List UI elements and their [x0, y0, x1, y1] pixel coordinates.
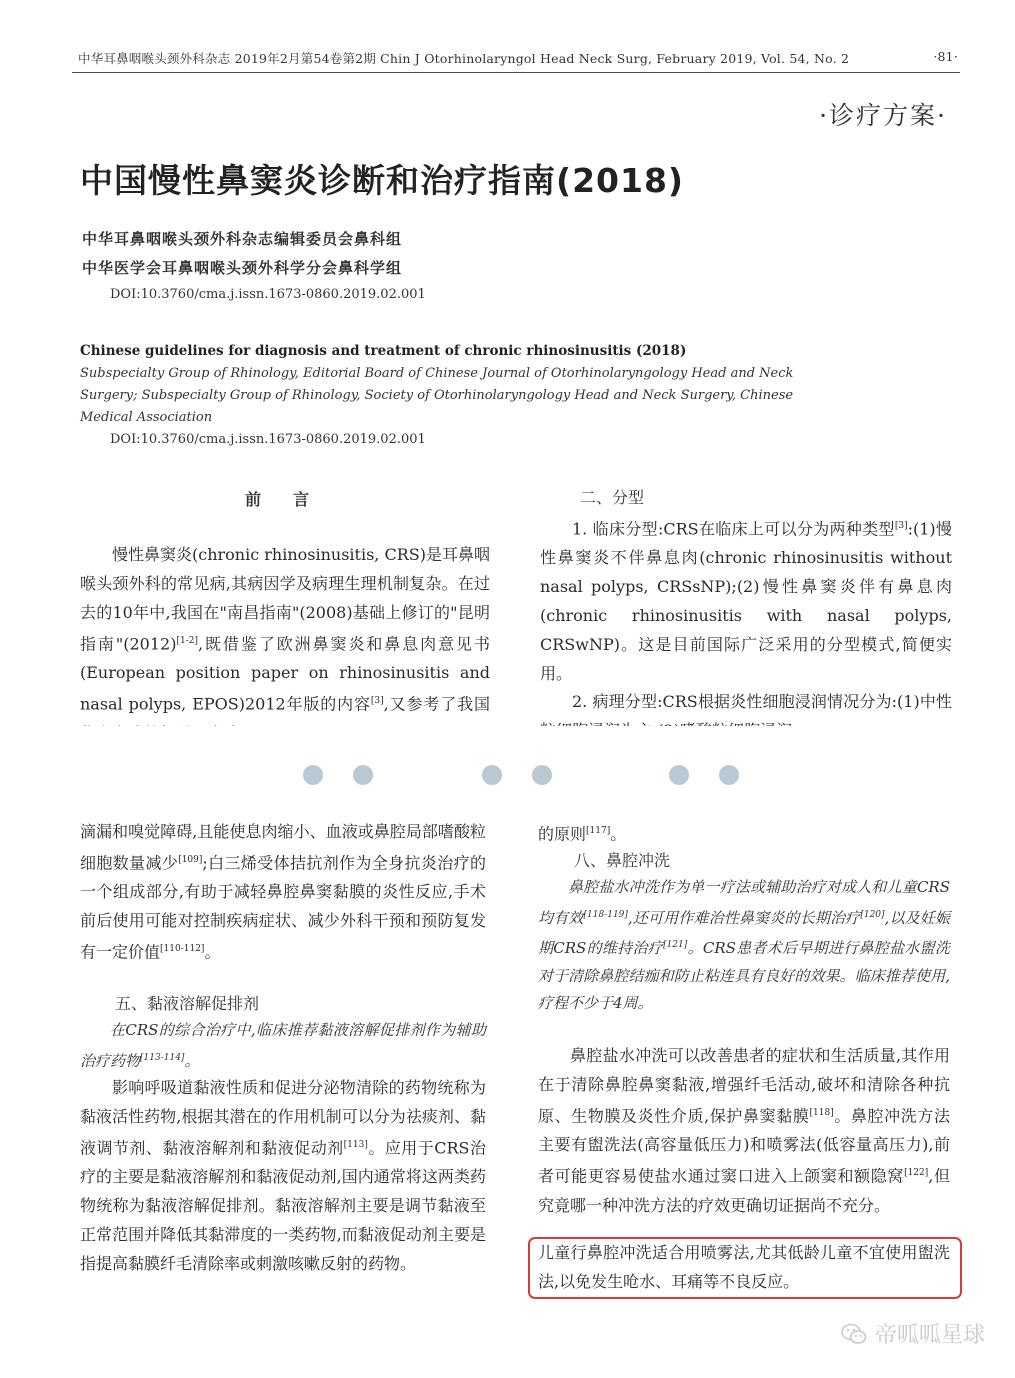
- classification-clinical: 1. 临床分型:CRS在临床上可以分为两种类型[3]:(1)慢性鼻窦炎不伴鼻息肉(chronic rhinosinusitis without nasal polyps, CRSsNP);(2)慢性鼻窦炎伴有鼻息肉(chronic rhinosinusitis with nasal polyps, CRSwNP)。这是目前国际广泛采用的分型模式,简便实用。: [540, 519, 952, 684]
- section-tag: ·诊疗方案·: [819, 101, 947, 130]
- separator-dot: [719, 765, 739, 785]
- children-irrigation-highlight: 儿童行鼻腔冲洗适合用喷雾法,尤其低龄儿童不宜使用盥洗法,以免发生呛水、耳痛等不良反应。: [538, 1243, 950, 1291]
- wechat-icon: [841, 1323, 867, 1345]
- author-line-1: 中华耳鼻咽喉头颈外科杂志编辑委员会鼻科组: [82, 230, 403, 248]
- leukotriene-paragraph: 滴漏和嗅觉障碍,且能使息肉缩小、血液或鼻腔局部嗜酸粒细胞数量减少[109];白三烯受体拮抗剂作为全身抗炎治疗的一个组成部分,有助于减轻鼻腔鼻窦黏膜的炎性反应,手术前后使用可能对控制疾病症状、减少外科干预和预防复发有一定价值[110-112]。: [80, 822, 486, 962]
- author-line-2: 中华医学会耳鼻咽喉头颈外科学分会鼻科学组: [82, 259, 403, 277]
- journal-citation: 中华耳鼻咽喉头颈外科杂志 2019年2月第54卷第2期 Chin J Otorhinolaryngol Head Neck Surg, February 2019, Vol. 54, No. 2: [78, 51, 850, 66]
- header-rule: [72, 72, 960, 73]
- article-title: 中国慢性鼻窦炎诊断和治疗指南(2018): [80, 161, 685, 200]
- watermark-text: 帝呱呱星球: [874, 1323, 985, 1348]
- preface-paragraph: 慢性鼻窦炎(chronic rhinosinusitis, CRS)是耳鼻咽喉头颈外科的常见病,其病因学及病理生理机制复杂。在过去的10年中,我国在"南昌指南"(2008)基础上修订的"昆明指南"(2012)[1-2],既借鉴了欧洲鼻窦炎和鼻息肉意见书(European position paper on rhinosinusitis and nasal polyps, EPOS)2012年版的内容[3],又参考了我国: [80, 545, 490, 714]
- watermark: [841, 1318, 985, 1349]
- irrigation-recommendation: 鼻腔盐水冲洗作为单一疗法或辅助治疗对成人和儿童CRS均有效[118-119],还可用作难治性鼻窦炎的长期治疗[120],以及妊娠期CRS的维持治疗[121]。CRS患者术后早期进行鼻腔盐水盥洗对于清除鼻腔结痂和防止粘连具有良好的效果。临床推荐使用,疗程不少于4周。: [538, 878, 950, 1012]
- separator-dot: [482, 765, 502, 785]
- english-affiliation: Subspecialty Group of Rhinology, Editorial Board of Chinese Journal of Otorhinolaryngology Head and Neck Surgery; Subspecialty Group of Rhinology, Society of Otorhinolaryngology Head and Neck Surgery, Chinese Medical Association: [80, 366, 794, 425]
- doi-cn: DOI:10.3760/cma.j.issn.1673-0860.2019.02.001: [110, 287, 426, 302]
- separator-dot: [669, 765, 689, 785]
- classification-pathological: 2. 病理分型:CRS根据炎性细胞浸润情况分为:(1)中性: [572, 692, 952, 711]
- english-title: Chinese guidelines for diagnosis and treatment of chronic rhinosinusitis (2018): [80, 343, 687, 359]
- separator-dot: [303, 765, 323, 785]
- classification-heading: 二、分型: [580, 488, 645, 507]
- page-number: ·81·: [933, 49, 958, 64]
- page-break-band: [0, 726, 1015, 796]
- preface-heading: 前 言: [245, 490, 310, 509]
- highlight-box: [528, 1237, 962, 1299]
- nasal-irrigation-heading: 八、鼻腔冲洗: [574, 851, 671, 870]
- principle-line: 的原则[117]。: [538, 824, 627, 844]
- mucolytic-paragraph: 影响呼吸道黏液性质和促进分泌物清除的药物统称为黏液活性药物,根据其潜在的作用机制可以分为祛痰剂、黏液调节剂、黏液溶解剂和黏液促动剂[113]。应用于CRS治疗的主要是黏液溶解剂和黏液促动剂,国内通常将这两类药物统称为黏液溶解促排剂。黏液溶解剂主要是调节黏液至正常范围并降低其黏滞度的一类药物,而黏液促动剂主要是指提高黏膜纤毛清除率或刺激咳嗽反射的药物。: [80, 1078, 486, 1274]
- separator-dot: [353, 765, 373, 785]
- doi-en: DOI:10.3760/cma.j.issn.1673-0860.2019.02.001: [110, 432, 426, 447]
- separator-dot: [532, 765, 552, 785]
- journal-header: [78, 49, 958, 67]
- mucolytic-recommendation: 在CRS的综合治疗中,临床推荐黏液溶解促排剂作为辅助治疗药物[113-114]。: [80, 1021, 486, 1070]
- mucolytic-heading: 五、黏液溶解促排剂: [115, 994, 260, 1013]
- irrigation-paragraph: 鼻腔盐水冲洗可以改善患者的症状和生活质量,其作用在于清除鼻腔鼻窦黏液,增强纤毛活动,破坏和清除各种抗原、生物膜及炎性介质,保护鼻窦黏膜[118]。鼻腔冲洗方法主要有盥洗法(高容量低压力)和喷雾法(低容量高压力),前者可能更容易使盐水通过窦口进入上颌窦和额隐窝[122],但究竟哪一种冲洗方法的疗效更确切证据尚不充分。: [538, 1046, 950, 1215]
